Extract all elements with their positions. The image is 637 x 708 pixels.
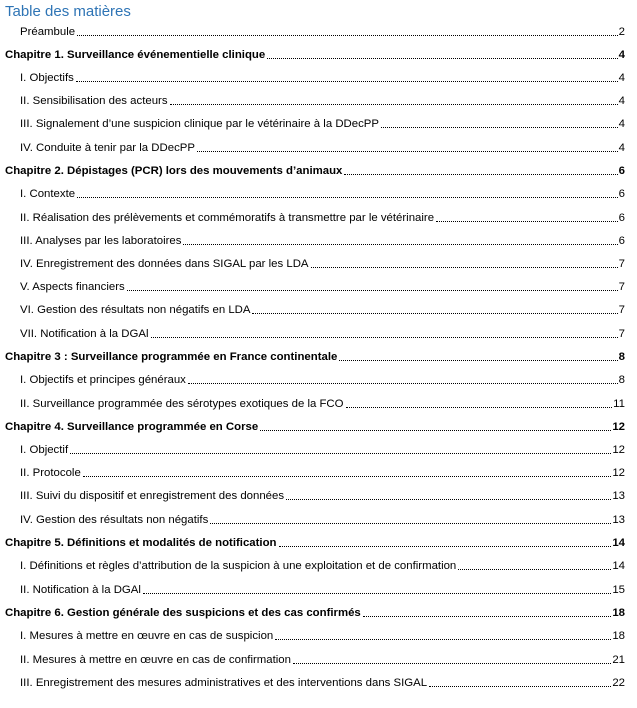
toc-page-number: 6 [618, 165, 625, 177]
toc-page-number: 14 [612, 537, 625, 549]
toc-dot-leader [188, 382, 618, 384]
toc-entry-label: I. Définitions et règles d’attribution de la suspicion à une exploitation et de confirmation [20, 560, 457, 572]
toc-page-number: 6 [618, 212, 625, 224]
toc-dot-leader [210, 522, 611, 524]
toc-entry-label: Préambule [20, 26, 76, 38]
toc-page-number: 4 [618, 118, 625, 130]
toc-chapter-entry[interactable] [5, 605, 625, 621]
toc-entry-label: Chapitre 5. Définitions et modalités de notification [5, 537, 277, 549]
toc-entry-label: II. Protocole [20, 467, 81, 479]
toc-entry-label: III. Enregistrement des mesures administratives et des interventions dans SIGAL [20, 677, 428, 689]
toc-dot-leader [151, 336, 618, 338]
toc-dot-leader [436, 220, 618, 222]
toc-section-entry[interactable] [20, 302, 625, 318]
toc-page-number: 7 [618, 328, 625, 340]
toc-entry-label: Chapitre 2. Dépistages (PCR) lors des mouvements d’animaux [5, 165, 343, 177]
toc-dot-leader [363, 615, 612, 617]
toc-page-number: 4 [618, 95, 625, 107]
toc-page-number: 12 [612, 467, 625, 479]
toc-entry-label: IV. Enregistrement des données dans SIGAL par les LDA [20, 258, 309, 270]
toc-section-entry[interactable] [20, 140, 625, 156]
toc-page-number: 4 [618, 72, 625, 84]
toc-entry-label: IV. Gestion des résultats non négatifs [20, 514, 209, 526]
toc-entry-label: III. Analyses par les laboratoires [20, 235, 182, 247]
toc-section-entry[interactable] [20, 512, 625, 528]
toc-section-entry[interactable] [20, 558, 625, 574]
toc-page-number: 6 [618, 235, 625, 247]
toc-dot-leader [311, 266, 618, 268]
toc-entry-label: Chapitre 3 : Surveillance programmée en France continentale [5, 351, 338, 363]
toc-chapter-entry[interactable] [5, 349, 625, 365]
toc-dot-leader [279, 545, 612, 547]
toc-entry-label: II. Réalisation des prélèvements et commémoratifs à transmettre par le vétérinaire [20, 212, 435, 224]
toc-entry-label: I. Mesures à mettre en œuvre en cas de suspicion [20, 630, 274, 642]
toc-dot-leader [381, 126, 618, 128]
toc-section-entry[interactable] [20, 70, 625, 86]
toc-chapter-entry[interactable] [5, 419, 625, 435]
toc-dot-leader [77, 34, 618, 36]
toc-section-entry[interactable] [20, 628, 625, 644]
toc-dot-leader [346, 406, 613, 408]
toc-dot-leader [170, 103, 618, 105]
toc-section-entry[interactable] [20, 396, 625, 412]
toc-title: Table des matières [5, 3, 131, 20]
toc-page-number: 7 [618, 258, 625, 270]
toc-section-entry[interactable] [20, 465, 625, 481]
toc-section-entry[interactable] [20, 186, 625, 202]
toc-dot-leader [83, 475, 612, 477]
toc-page-number: 4 [618, 142, 625, 154]
toc-section-entry[interactable] [20, 116, 625, 132]
toc-dot-leader [197, 150, 618, 152]
toc-section-entry[interactable] [20, 279, 625, 295]
toc-entry-label: Chapitre 6. Gestion générale des suspicions et des cas confirmés [5, 607, 361, 619]
toc-section-entry[interactable] [20, 93, 625, 109]
toc-page-number: 4 [618, 49, 625, 61]
toc-section-entry[interactable] [20, 582, 625, 598]
toc-page-number: 18 [612, 607, 625, 619]
toc-entry-label: IV. Conduite à tenir par la DDecPP [20, 142, 195, 154]
toc-page-number: 13 [612, 514, 625, 526]
toc-section-entry[interactable] [20, 442, 625, 458]
toc-dot-leader [339, 359, 617, 361]
toc-section-entry[interactable] [20, 488, 625, 504]
toc-entry-label: I. Objectifs et principes généraux [20, 374, 186, 386]
toc-entry-label: II. Sensibilisation des acteurs [20, 95, 168, 107]
toc-section-entry[interactable] [20, 24, 625, 40]
toc-entry-label: II. Surveillance programmée des sérotypes exotiques de la FCO [20, 398, 344, 410]
toc-dot-leader [286, 498, 611, 500]
toc-page-number: 7 [618, 281, 625, 293]
toc-page-number: 6 [618, 188, 625, 200]
toc-dot-leader [127, 289, 618, 291]
toc-dot-leader [429, 685, 611, 687]
toc-page-number: 8 [618, 374, 625, 386]
toc-entry-label: V. Aspects financiers [20, 281, 125, 293]
toc-entry-label: Chapitre 4. Surveillance programmée en Corse [5, 421, 259, 433]
toc-dot-leader [458, 568, 611, 570]
toc-chapter-entry[interactable] [5, 47, 625, 63]
toc-page-number: 12 [612, 444, 625, 456]
toc-page-number: 2 [618, 26, 625, 38]
toc-section-entry[interactable] [20, 326, 625, 342]
toc-section-entry[interactable] [20, 256, 625, 272]
toc-page-number: 21 [612, 654, 625, 666]
toc-page-number: 11 [613, 398, 625, 410]
toc-page-number: 13 [612, 490, 625, 502]
toc-section-entry[interactable] [20, 372, 625, 388]
toc-dot-leader [260, 429, 611, 431]
toc-section-entry[interactable] [20, 210, 625, 226]
toc-entry-label: VII. Notification à la DGAl [20, 328, 149, 340]
toc-section-entry[interactable] [20, 233, 625, 249]
toc-entry-label: I. Contexte [20, 188, 76, 200]
toc-dot-leader [293, 662, 611, 664]
toc-entry-label: VI. Gestion des résultats non négatifs en LDA [20, 304, 251, 316]
toc-dot-leader [267, 57, 617, 59]
toc-page-number: 14 [612, 560, 625, 572]
toc-entry-label: III. Signalement d’une suspicion clinique par le vétérinaire à la DDecPP [20, 118, 379, 130]
toc-dot-leader [70, 452, 611, 454]
toc-section-entry[interactable] [20, 675, 625, 691]
toc-entry-label: Chapitre 1. Surveillance événementielle clinique [5, 49, 266, 61]
toc-page-number: 12 [612, 421, 625, 433]
toc-dot-leader [76, 80, 618, 82]
toc-entry-label: III. Suivi du dispositif et enregistrement des données [20, 490, 285, 502]
toc-page-number: 18 [612, 630, 625, 642]
toc-page-number: 22 [612, 677, 625, 689]
toc-entry-label: I. Objectif [20, 444, 69, 456]
toc-entry-label: II. Notification à la DGAl [20, 584, 141, 596]
toc-dot-leader [275, 638, 611, 640]
toc-dot-leader [77, 196, 618, 198]
toc-dot-leader [183, 243, 617, 245]
toc-entry-label: II. Mesures à mettre en œuvre en cas de confirmation [20, 654, 291, 666]
toc-page-number: 15 [612, 584, 625, 596]
toc-dot-leader [252, 312, 617, 314]
toc-page-number: 8 [618, 351, 625, 363]
toc-section-entry[interactable] [20, 652, 625, 668]
toc-dot-leader [143, 592, 611, 594]
toc-dot-leader [344, 173, 617, 175]
toc-page-number: 7 [618, 304, 625, 316]
toc-chapter-entry[interactable] [5, 163, 625, 179]
toc-chapter-entry[interactable] [5, 535, 625, 551]
toc-entry-label: I. Objectifs [20, 72, 74, 84]
